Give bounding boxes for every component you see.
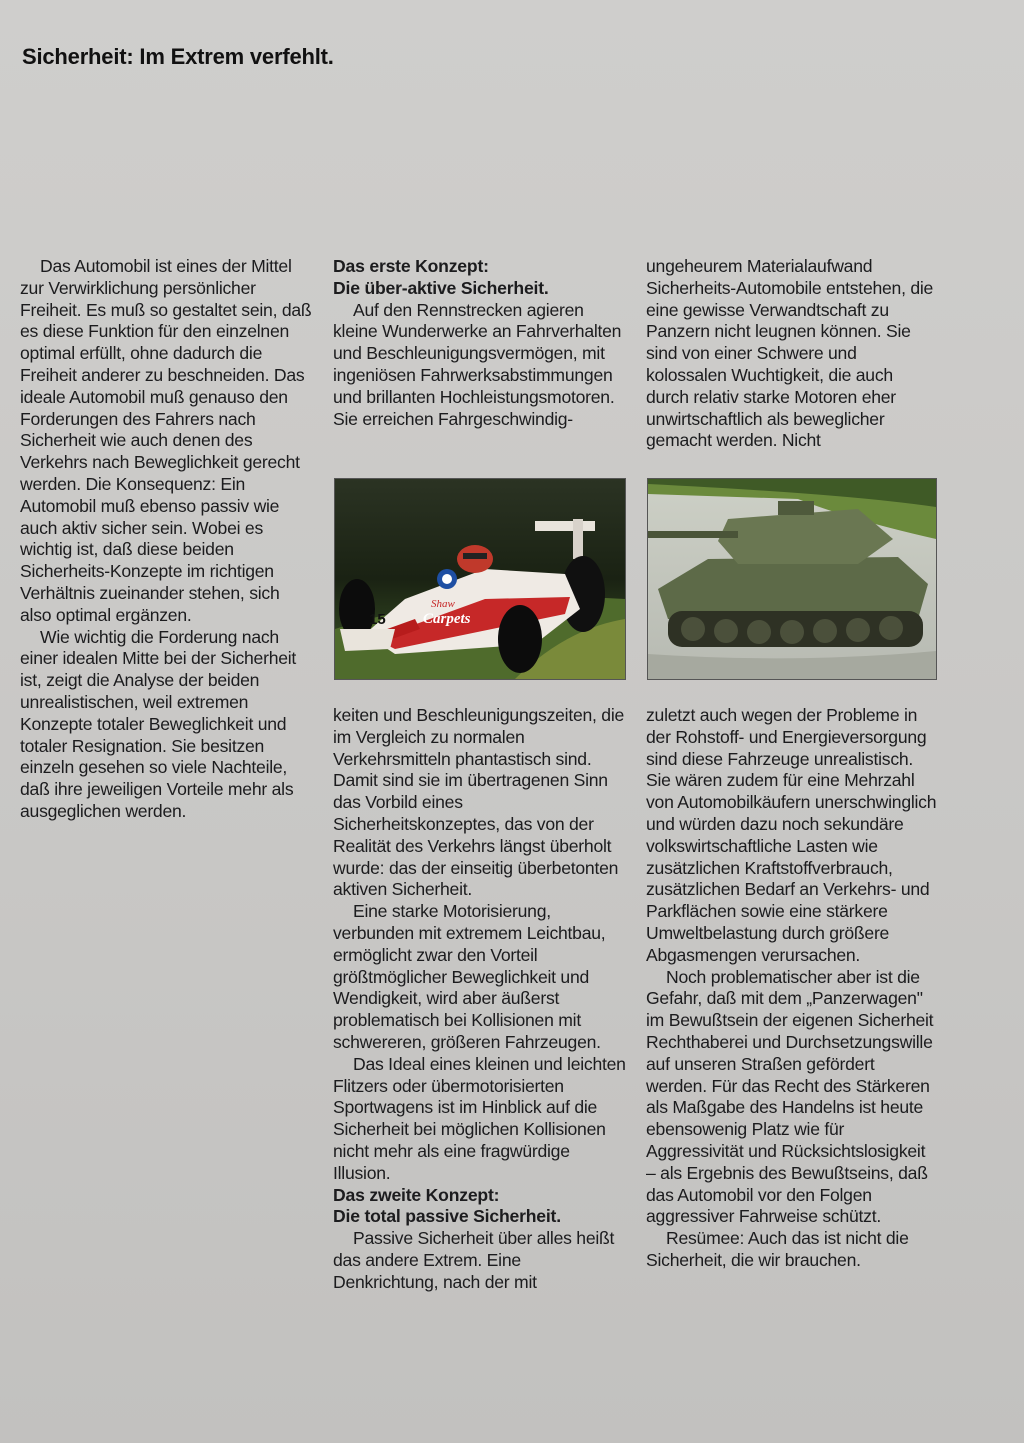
paragraph: Eine starke Motorisierung, verbunden mit extremem Leichtbau, ermöglicht zwar den Vorteil größtmöglicher Beweglichkeit und Wendigkeit, wird aber äußerst problematisch bei Kollisionen mit schwereren, größeren Fahrzeugen. [333, 901, 606, 1052]
heading-line: Die über-aktive Sicherheit. [333, 277, 549, 298]
race-car-illustration [335, 479, 625, 679]
tank-illustration [648, 479, 936, 679]
race-car-photo [334, 478, 626, 680]
paragraph: Das Automobil ist eines der Mittel zur Verwirklichung persönlicher Freiheit. Es muß so gestaltet sein, daß es diese Funktion für den einzelnen optimal erfüllt, ohne dadurch die Freiheit anderer zu beschneiden. Das ideale Automobil muß genauso den Forderungen des Fahrers nach Sicherheit wie auch denen des Verkehrs nach Beweglichkeit gerecht werden. Die Konsequenz: Ein Automobil muß ebenso passiv wie auch aktiv sicher sein. Wobei es wichtig ist, daß diese beiden Sicherheits-Konzepte im richtigen Verhältnis zueinander stehen, sich also optimal ergänzen. [20, 256, 312, 625]
section-heading [333, 1185, 627, 1229]
heading-line: Das erste Konzept: [333, 256, 489, 276]
paragraph: ungeheurem Materialaufwand Sicherheits-Automobile entstehen, die eine gewisse Verwandtschaft zu Panzern nicht leugnen können. Sie sind von einer Schwere und kolossalen Wuchtigkeit, die auch durch relativ starke Motoren eher unwirtschaftlich als beweglicher gemacht werden. Nicht [646, 256, 934, 451]
paragraph: Resümee: Auch das ist nicht die Sicherheit, die wir brauchen. [646, 1228, 909, 1270]
tank-photo [647, 478, 937, 680]
car-number: 15 [369, 611, 386, 628]
column-2-top [333, 256, 627, 430]
heading-line: Die total passive Sicherheit. [333, 1206, 561, 1227]
paragraph: Wie wichtig die Forderung nach einer idealen Mitte bei der Sicherheit ist, zeigt die Analyse der beiden unrealistischen, weil extremen Konzepte totaler Beweglichkeit und totaler Resignation. Sie besitzen einzeln gesehen so viele Nachteile, daß ihre jeweiligen Vorteile mehr als ausgeglichen werden. [20, 626, 297, 821]
column-3-top [646, 256, 938, 452]
section-heading [333, 256, 627, 300]
paragraph: Passive Sicherheit über alles heißt das andere Extrem. Eine Denkrichtung, nach der mit [333, 1228, 615, 1292]
paragraph: zuletzt auch wegen der Probleme in der Rohstoff- und Energieversorgung sind diese Fahrzeuge unrealistisch. Sie wären zudem für eine Mehrzahl von Automobilkäufern unerschwinglich und würden dazu noch sekundäre volkswirtschaftliche Lasten wie zusätzlichen Kraftstoffverbrauch, zusätzlichen Bedarf an Verkehrs- und Parkflächen sowie eine stärkere Umweltbelastung durch größere Abgasmengen verursachen. [646, 705, 937, 965]
column-3-bottom [646, 705, 938, 1272]
column-1 [20, 256, 312, 823]
sponsor-text-2: Carpets [423, 611, 471, 627]
sponsor-text-1: Shaw [431, 598, 455, 610]
paragraph: Auf den Rennstrecken agieren kleine Wunderwerke an Fahrverhalten und Beschleunigungsvermögen, mit ingeniösen Fahrwerksabstimmungen und brillanten Hochleistungsmotoren. Sie erreichen Fahrgeschwindig- [333, 299, 622, 429]
page-title: Sicherheit: Im Extrem verfehlt. [22, 44, 334, 69]
paragraph: Das Ideal eines kleinen und leichten Flitzers oder übermotorisierten Sportwagens ist im Hinblick auf die Sicherheit bei möglichen Kollisionen nicht mehr als eine fragwürdige Illusion. [333, 1053, 626, 1183]
heading-line: Das zweite Konzept: [333, 1184, 500, 1205]
paragraph: Noch problematischer aber ist die Gefahr, daß mit dem „Panzerwagen" im Bewußtsein der eigenen Sicherheit Rechthaberei und Durchsetzungswille auf unseren Straßen gefördert werden. Für das Recht des Stärkeren als Maßgabe des Handelns ist heute ebensowenig Platz wie für Aggressivität und Rücksichtslosigkeit – als Ergebnis des Bewußtseins, daß das Automobil vor den Folgen aggressiver Fahrweise schützt. [646, 966, 934, 1227]
column-2-bottom [333, 705, 627, 1294]
paragraph: keiten und Beschleunigungszeiten, die im Vergleich zu normalen Verkehrsmitteln phantastisch sind. Damit sind sie im übertragenen Sinn das Vorbild eines Sicherheitskonzeptes, das von der Realität des Verkehrs längst überholt wurde: das der einseitig überbetonten aktiven Sicherheit. [333, 705, 625, 900]
